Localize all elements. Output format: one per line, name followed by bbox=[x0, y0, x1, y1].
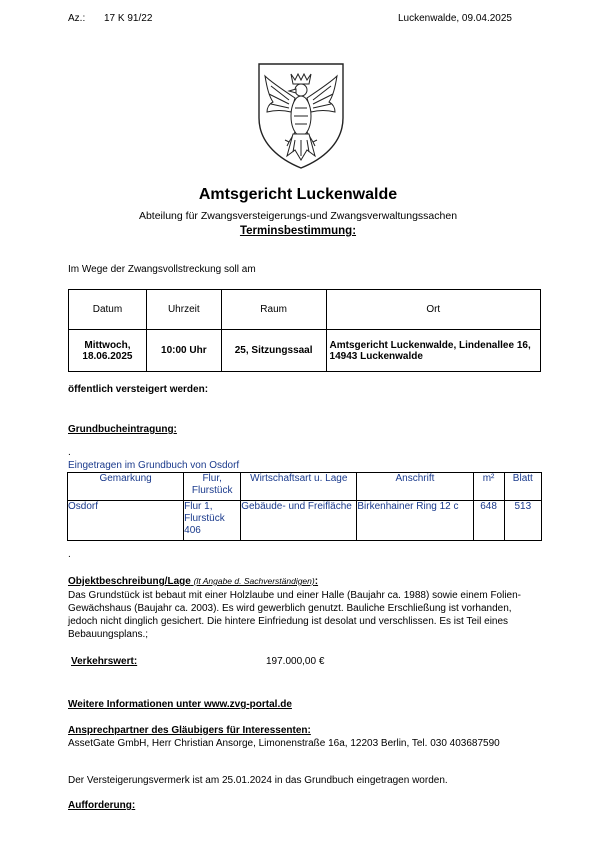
header-blatt: Blatt bbox=[504, 473, 541, 501]
land-register-row bbox=[68, 501, 542, 541]
object-description-heading bbox=[68, 576, 318, 587]
coat-of-arms-icon bbox=[255, 60, 347, 170]
object-description-text: Das Grundstück ist bebaut mit einer Holzlaube und einer Halle (Baujahr ca. 1988) sowie einem Folien-Gewächshaus (Baujahr ca. 2003). Es wird gewerblich genutzt. Bauliche Erschließung ist vorhanden, jedoch nicht dinglich gesichert. Die hintere Einfriedung ist desolat und verschlissen. Es ist Teil eines Bebauungsplans.; bbox=[68, 590, 522, 640]
header-wirtschaftsart: Wirtschaftsart u. Lage bbox=[241, 473, 357, 501]
separator-dot: . bbox=[68, 447, 71, 458]
document-title: Terminsbestimmung: bbox=[239, 225, 357, 237]
appointment-table bbox=[68, 289, 541, 372]
register-note: Der Versteigerungsvermerk ist am 25.01.2024 in das Grundbuch eingetragen worden. bbox=[68, 775, 448, 786]
header-anschrift: Anschrift bbox=[357, 473, 473, 501]
cell-flur: Flur 1, Flurstück 406 bbox=[184, 501, 241, 541]
cell-gemarkung: Osdorf bbox=[68, 501, 184, 541]
header-datum: Datum bbox=[69, 290, 147, 330]
cell-raum: 25, Sitzungssaal bbox=[221, 330, 326, 372]
case-number-label: Az.: bbox=[68, 13, 86, 24]
auction-statement: öffentlich versteigert werden: bbox=[68, 384, 209, 395]
intro-text: Im Wege der Zwangsvollstreckung soll am bbox=[68, 264, 256, 275]
cell-m2: 648 bbox=[473, 501, 504, 541]
object-heading-note: (lt Angabe d. Sachverständigen) bbox=[193, 576, 315, 586]
land-register-note: Eingetragen im Grundbuch von Osdorf bbox=[68, 460, 240, 471]
land-register-heading: Grundbucheintragung: bbox=[68, 424, 177, 435]
court-name: Amtsgericht Luckenwalde bbox=[198, 186, 398, 203]
cell-ort: Amtsgericht Luckenwalde, Lindenallee 16, 14943 Luckenwalde bbox=[326, 330, 540, 372]
land-register-header bbox=[68, 473, 542, 501]
market-value: 197.000,00 € bbox=[266, 656, 325, 667]
market-value-label: Verkehrswert: bbox=[71, 656, 138, 667]
appointment-table-header bbox=[69, 290, 541, 330]
land-register-table bbox=[67, 472, 542, 541]
cell-blatt: 513 bbox=[504, 501, 541, 541]
header-uhrzeit: Uhrzeit bbox=[146, 290, 221, 330]
court-department: Abteilung für Zwangsversteigerungs-und Zwangsverwaltungssachen bbox=[138, 210, 458, 222]
case-number bbox=[68, 13, 152, 24]
header-flur: Flur, Flurstück bbox=[184, 473, 241, 501]
cell-wirtschaftsart: Gebäude- und Freifläche bbox=[241, 501, 357, 541]
header-raum: Raum bbox=[221, 290, 326, 330]
place-date: Luckenwalde, 09.04.2025 bbox=[398, 13, 512, 24]
cell-anschrift: Birkenhainer Ring 12 c bbox=[357, 501, 473, 541]
object-heading-text: Objektbeschreibung/Lage bbox=[68, 576, 191, 587]
contact-details: AssetGate GmbH, Herr Christian Ansorge, Limonenstraße 16a, 12203 Berlin, Tel. 030 403687590 bbox=[68, 738, 500, 749]
more-info-link[interactable]: Weitere Informationen unter www.zvg-portal.de bbox=[68, 699, 292, 710]
header-m2: m² bbox=[473, 473, 504, 501]
contact-heading: Ansprechpartner des Gläubigers für Interessenten: bbox=[68, 725, 311, 736]
cell-datum: Mittwoch, 18.06.2025 bbox=[69, 330, 147, 372]
object-heading-colon: : bbox=[314, 576, 319, 587]
header-ort: Ort bbox=[326, 290, 540, 330]
request-heading: Aufforderung: bbox=[68, 800, 136, 811]
cell-uhrzeit: 10:00 Uhr bbox=[146, 330, 221, 372]
case-number-value: 17 K 91/22 bbox=[104, 13, 153, 24]
separator-dot: . bbox=[68, 549, 71, 560]
appointment-table-row bbox=[69, 330, 541, 372]
header-gemarkung: Gemarkung bbox=[68, 473, 184, 501]
